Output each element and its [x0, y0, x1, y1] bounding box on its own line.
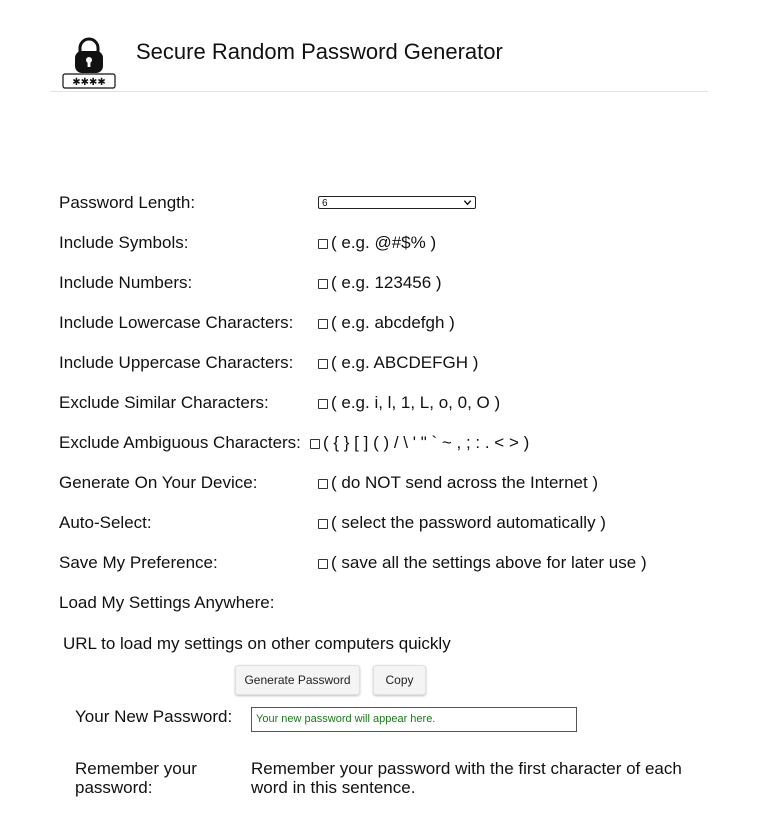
save-label: Save My Preference: — [59, 553, 218, 572]
new-password-label: Your New Password: — [75, 707, 233, 726]
autoselect-checkbox[interactable] — [318, 519, 328, 529]
uppercase-label: Include Uppercase Characters: — [59, 353, 294, 372]
similar-checkbox[interactable] — [318, 399, 328, 409]
length-label: Password Length: — [59, 193, 196, 212]
setting-row-device — [59, 471, 739, 495]
numbers-label: Include Numbers: — [59, 273, 193, 292]
ambiguous-checkbox[interactable] — [310, 439, 320, 449]
lowercase-hint: ( e.g. abcdefgh ) — [331, 313, 455, 332]
uppercase-hint: ( e.g. ABCDEFGH ) — [331, 353, 479, 372]
uppercase-checkbox[interactable] — [318, 359, 328, 369]
symbols-hint: ( e.g. @#$% ) — [331, 233, 437, 252]
lowercase-label: Include Lowercase Characters: — [59, 313, 294, 332]
numbers-checkbox[interactable] — [318, 279, 328, 289]
site-title: Secure Random Password Generator — [136, 39, 503, 64]
generate-password-button[interactable]: Generate Password — [235, 665, 360, 695]
logo-stars: ✱✱✱✱ — [72, 77, 106, 88]
autoselect-label: Auto-Select: — [59, 513, 152, 532]
symbols-label: Include Symbols: — [59, 233, 189, 252]
similar-hint: ( e.g. i, l, 1, L, o, 0, O ) — [331, 393, 501, 412]
setting-row-numbers — [59, 271, 739, 295]
new-password-field[interactable]: Your new password will appear here. — [251, 707, 577, 732]
setting-row-autoselect — [59, 511, 739, 535]
length-select[interactable] — [318, 196, 476, 209]
setting-row-similar — [59, 391, 739, 415]
setting-row-uppercase — [59, 351, 739, 375]
settings-url-link[interactable]: URL to load my settings on other computers quickly — [63, 634, 451, 653]
device-hint: ( do NOT send across the Internet ) — [331, 473, 599, 492]
copy-button[interactable]: Copy — [373, 665, 426, 695]
device-checkbox[interactable] — [318, 479, 328, 489]
numbers-hint: ( e.g. 123456 ) — [331, 273, 442, 292]
setting-row-ambiguous — [59, 431, 739, 455]
lowercase-checkbox[interactable] — [318, 319, 328, 329]
setting-row-length — [59, 191, 739, 215]
setting-row-symbols — [59, 231, 739, 255]
chevron-down-icon — [463, 198, 472, 207]
site-header — [50, 30, 708, 92]
autoselect-hint: ( select the password automatically ) — [331, 513, 606, 532]
ambiguous-hint: ( { } [ ] ( ) / \ ' " ` ~ , ; : . < > ) — [323, 433, 530, 452]
setting-row-save — [59, 551, 739, 575]
device-label: Generate On Your Device: — [59, 473, 258, 492]
lock-icon[interactable] — [61, 36, 117, 90]
symbols-checkbox[interactable] — [318, 239, 328, 249]
length-value: 6 — [322, 198, 328, 209]
save-checkbox[interactable] — [318, 559, 328, 569]
load-label: Load My Settings Anywhere: — [59, 593, 275, 612]
setting-row-load — [59, 591, 739, 615]
setting-row-lowercase — [59, 311, 739, 335]
ambiguous-label: Exclude Ambiguous Characters: — [59, 433, 301, 452]
save-hint: ( save all the settings above for later use ) — [331, 553, 647, 572]
similar-label: Exclude Similar Characters: — [59, 393, 269, 412]
mnemonic-label: Remember your password: — [75, 759, 197, 797]
mnemonic-text: Remember your password with the first character of each word in this sentence. — [251, 759, 682, 797]
